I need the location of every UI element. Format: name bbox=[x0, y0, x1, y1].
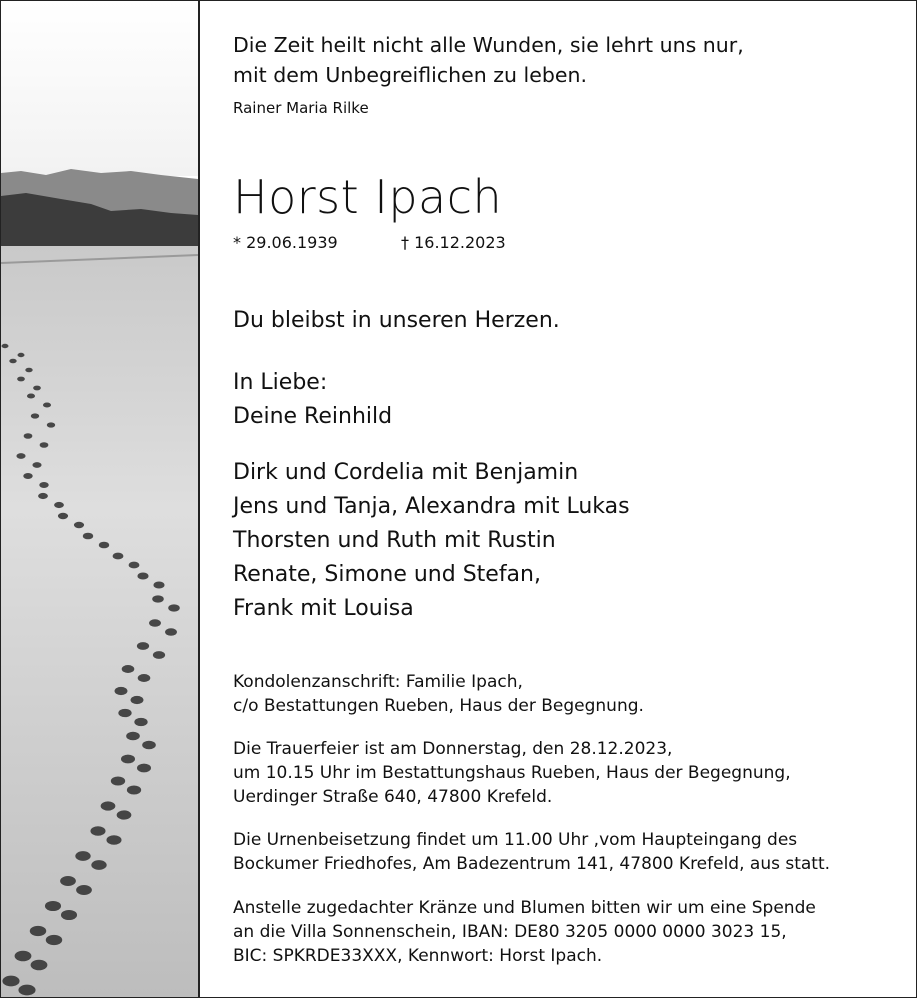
info-line: Bockumer Friedhofes, Am Badezentrum 141, 47800 Krefeld, aus statt. bbox=[233, 854, 831, 874]
info-line: Kondolenzanschrift: Familie Ipach, bbox=[233, 672, 523, 692]
donation-request bbox=[233, 896, 816, 968]
quote-author: Rainer Maria Rilke bbox=[233, 99, 369, 117]
birth-date: * 29.06.1939 bbox=[233, 233, 338, 252]
family-member-line: Renate, Simone und Stefan, bbox=[233, 562, 541, 587]
family-member-line: Dirk und Cordelia mit Benjamin bbox=[233, 460, 579, 485]
family-list bbox=[233, 456, 630, 626]
signature-line: Deine Reinhild bbox=[233, 404, 393, 429]
family-member-line: Jens und Tanja, Alexandra mit Lukas bbox=[233, 494, 630, 519]
info-line: an die Villa Sonnenschein, IBAN: DE80 3205 0000 0000 3023 15, bbox=[233, 922, 787, 942]
deceased-name: Horst Ipach bbox=[233, 170, 503, 224]
rilke-quote bbox=[233, 30, 744, 90]
family-member-line: Frank mit Louisa bbox=[233, 596, 414, 621]
info-line: Uerdinger Straße 640, 47800 Krefeld. bbox=[233, 787, 553, 807]
family-member-line: Thorsten und Ruth mit Rustin bbox=[233, 528, 556, 553]
funeral-details bbox=[233, 737, 791, 809]
signature-partner bbox=[233, 366, 392, 434]
farewell-line: Du bleibst in unseren Herzen. bbox=[233, 308, 560, 333]
info-line: BIC: SPKRDE33XXX, Kennwort: Horst Ipach. bbox=[233, 946, 603, 966]
quote-line: mit dem Unbegreiflichen zu leben. bbox=[233, 63, 587, 87]
signature-line: In Liebe: bbox=[233, 370, 328, 395]
beach-footprints-photo bbox=[1, 1, 200, 997]
life-dates bbox=[233, 233, 506, 252]
death-date: † 16.12.2023 bbox=[401, 233, 506, 252]
info-line: Die Trauerfeier ist am Donnerstag, den 28.12.2023, bbox=[233, 739, 673, 759]
info-line: Anstelle zugedachter Kränze und Blumen bitten wir um eine Spende bbox=[233, 898, 816, 918]
condolence-address bbox=[233, 670, 644, 718]
info-line: c/o Bestattungen Rueben, Haus der Begegnung. bbox=[233, 696, 644, 716]
quote-line: Die Zeit heilt nicht alle Wunden, sie lehrt uns nur, bbox=[233, 33, 744, 57]
burial-details bbox=[233, 828, 830, 876]
info-line: um 10.15 Uhr im Bestattungshaus Rueben, Haus der Begegnung, bbox=[233, 763, 791, 783]
info-line: Die Urnenbeisetzung findet um 11.00 Uhr ,vom Haupteingang des bbox=[233, 830, 798, 850]
